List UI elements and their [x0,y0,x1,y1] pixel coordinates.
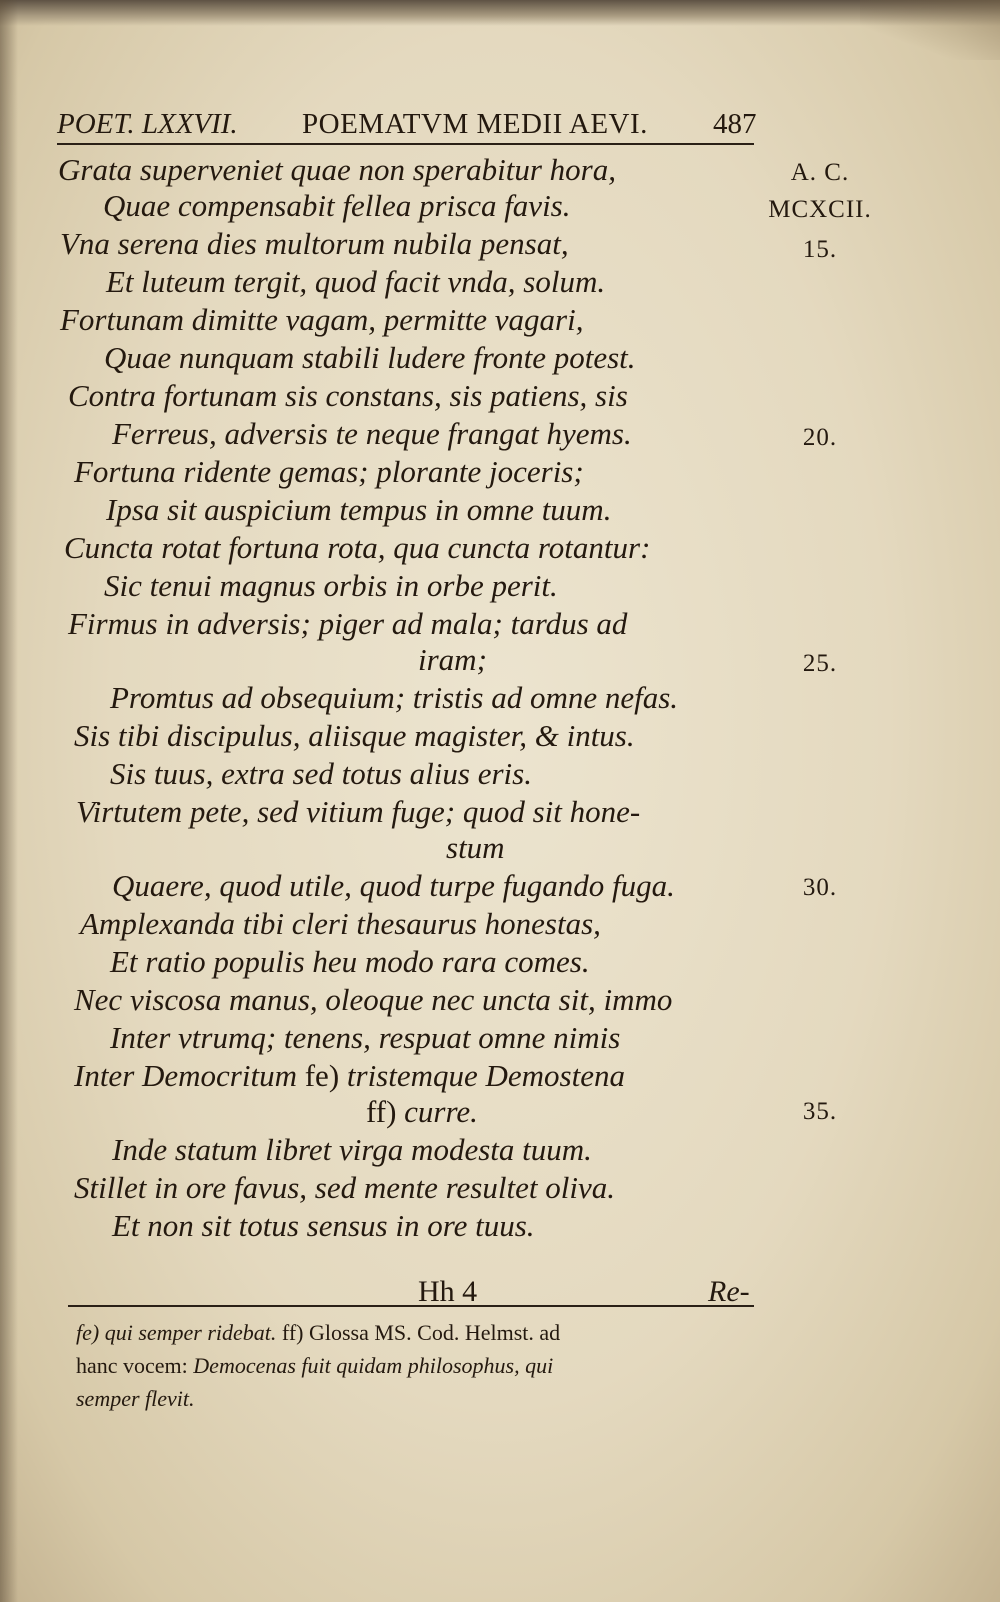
verse-line-turnover: stum [446,830,505,865]
page-corner-stain [860,0,1000,60]
verse-line: Ferreus, adversis te neque frangat hyems. [112,416,632,451]
verse-line: Virtutem pete, sed vitium fuge; quod sit hone- [76,794,641,829]
verse-line-turnover [366,1094,478,1130]
verse-line: Contra fortunam sis constans, sis patiens, sis [68,378,628,413]
footnote-text: fe) qui semper ridebat. [76,1320,277,1345]
verse-line: Cuncta rotat fortuna rota, qua cuncta rotantur: [64,530,651,565]
page-left-shadow [0,0,18,1602]
margin-line-number: 25. [802,650,838,677]
verse-line: Quae nunquam stabili ludere fronte potest. [104,340,636,375]
verse-line: Nec viscosa manus, oleoque nec uncta sit, immo [74,982,673,1017]
verse-line: Et non sit totus sensus in ore tuus. [112,1208,535,1243]
margin-line-number: 35. [802,1098,838,1125]
verse-text: Inter Democritum [74,1058,297,1093]
verse-line: Inter vtrumq; tenens, respuat omne nimis [110,1020,621,1055]
header-poem-number: POET. LXXVII. [57,108,238,140]
footnote-line [76,1383,195,1415]
catchword: Re- [708,1275,750,1308]
verse-line: Fortuna ridente gemas; plorante joceris; [74,454,584,489]
footnote-line [76,1317,560,1349]
footnote-marker: fe) [304,1058,340,1093]
footnote-line [76,1350,553,1382]
verse-line-turnover: iram; [418,642,487,677]
verse-line: Fortunam dimitte vagam, permitte vagari, [60,302,584,337]
running-header [57,104,757,144]
footnote-rule [68,1305,754,1307]
margin-line-number: 15. [802,236,838,263]
verse-line: Vna serena dies multorum nubila pensat, [60,226,569,261]
verse-line: Quae compensabit fellea prisca favis. [103,188,571,223]
verse-line: Inde statum libret virga modesta tuum. [112,1132,592,1167]
footnote-marker: ff) [366,1094,397,1129]
verse-line: Ipsa sit auspicium tempus in omne tuum. [106,492,612,527]
verse-line: Et ratio populis heu modo rara comes. [110,944,590,979]
margin-line-number: 20. [802,424,838,451]
header-rule [57,143,754,145]
margin-year-label: A. C. [790,159,850,186]
page-top-edge [0,0,1000,26]
margin-line-number: 30. [802,874,838,901]
verse-line: Quaere, quod utile, quod turpe fugando fuga. [112,868,675,903]
verse-line: Promtus ad obsequium; tristis ad omne nefas. [110,680,679,715]
footnote-text: semper flevit. [76,1386,195,1411]
verse-text: tristemque Demostena [346,1058,625,1093]
header-title: POEMATVM MEDII AEVI. [302,108,648,140]
verse-line: Grata superveniet quae non sperabitur hora, [58,152,616,187]
verse-line: Stillet in ore favus, sed mente resultet oliva. [74,1170,615,1205]
verse-line: Sis tibi discipulus, aliisque magister, & intus. [74,718,635,753]
verse-line: Et luteum tergit, quod facit vnda, solum. [106,264,606,299]
page-number: 487 [713,108,757,140]
footnote-text: Democenas fuit quidam philosophus, qui [193,1353,554,1378]
verse-line: Sis tuus, extra sed totus alius eris. [110,756,532,791]
verse-line [74,1058,625,1094]
verse-line: Firmus in adversis; piger ad mala; tardus ad [68,606,628,641]
margin-year: MCXCII. [768,196,872,223]
verse-text: curre. [404,1094,478,1129]
footnote-text: hanc vocem: [76,1353,188,1378]
footnote-text: ff) Glossa MS. Cod. Helmst. ad [281,1320,561,1345]
signature-mark: Hh 4 [418,1275,478,1308]
verse-line: Amplexanda tibi cleri thesaurus honestas, [80,906,601,941]
verse-line: Sic tenui magnus orbis in orbe perit. [104,568,558,603]
